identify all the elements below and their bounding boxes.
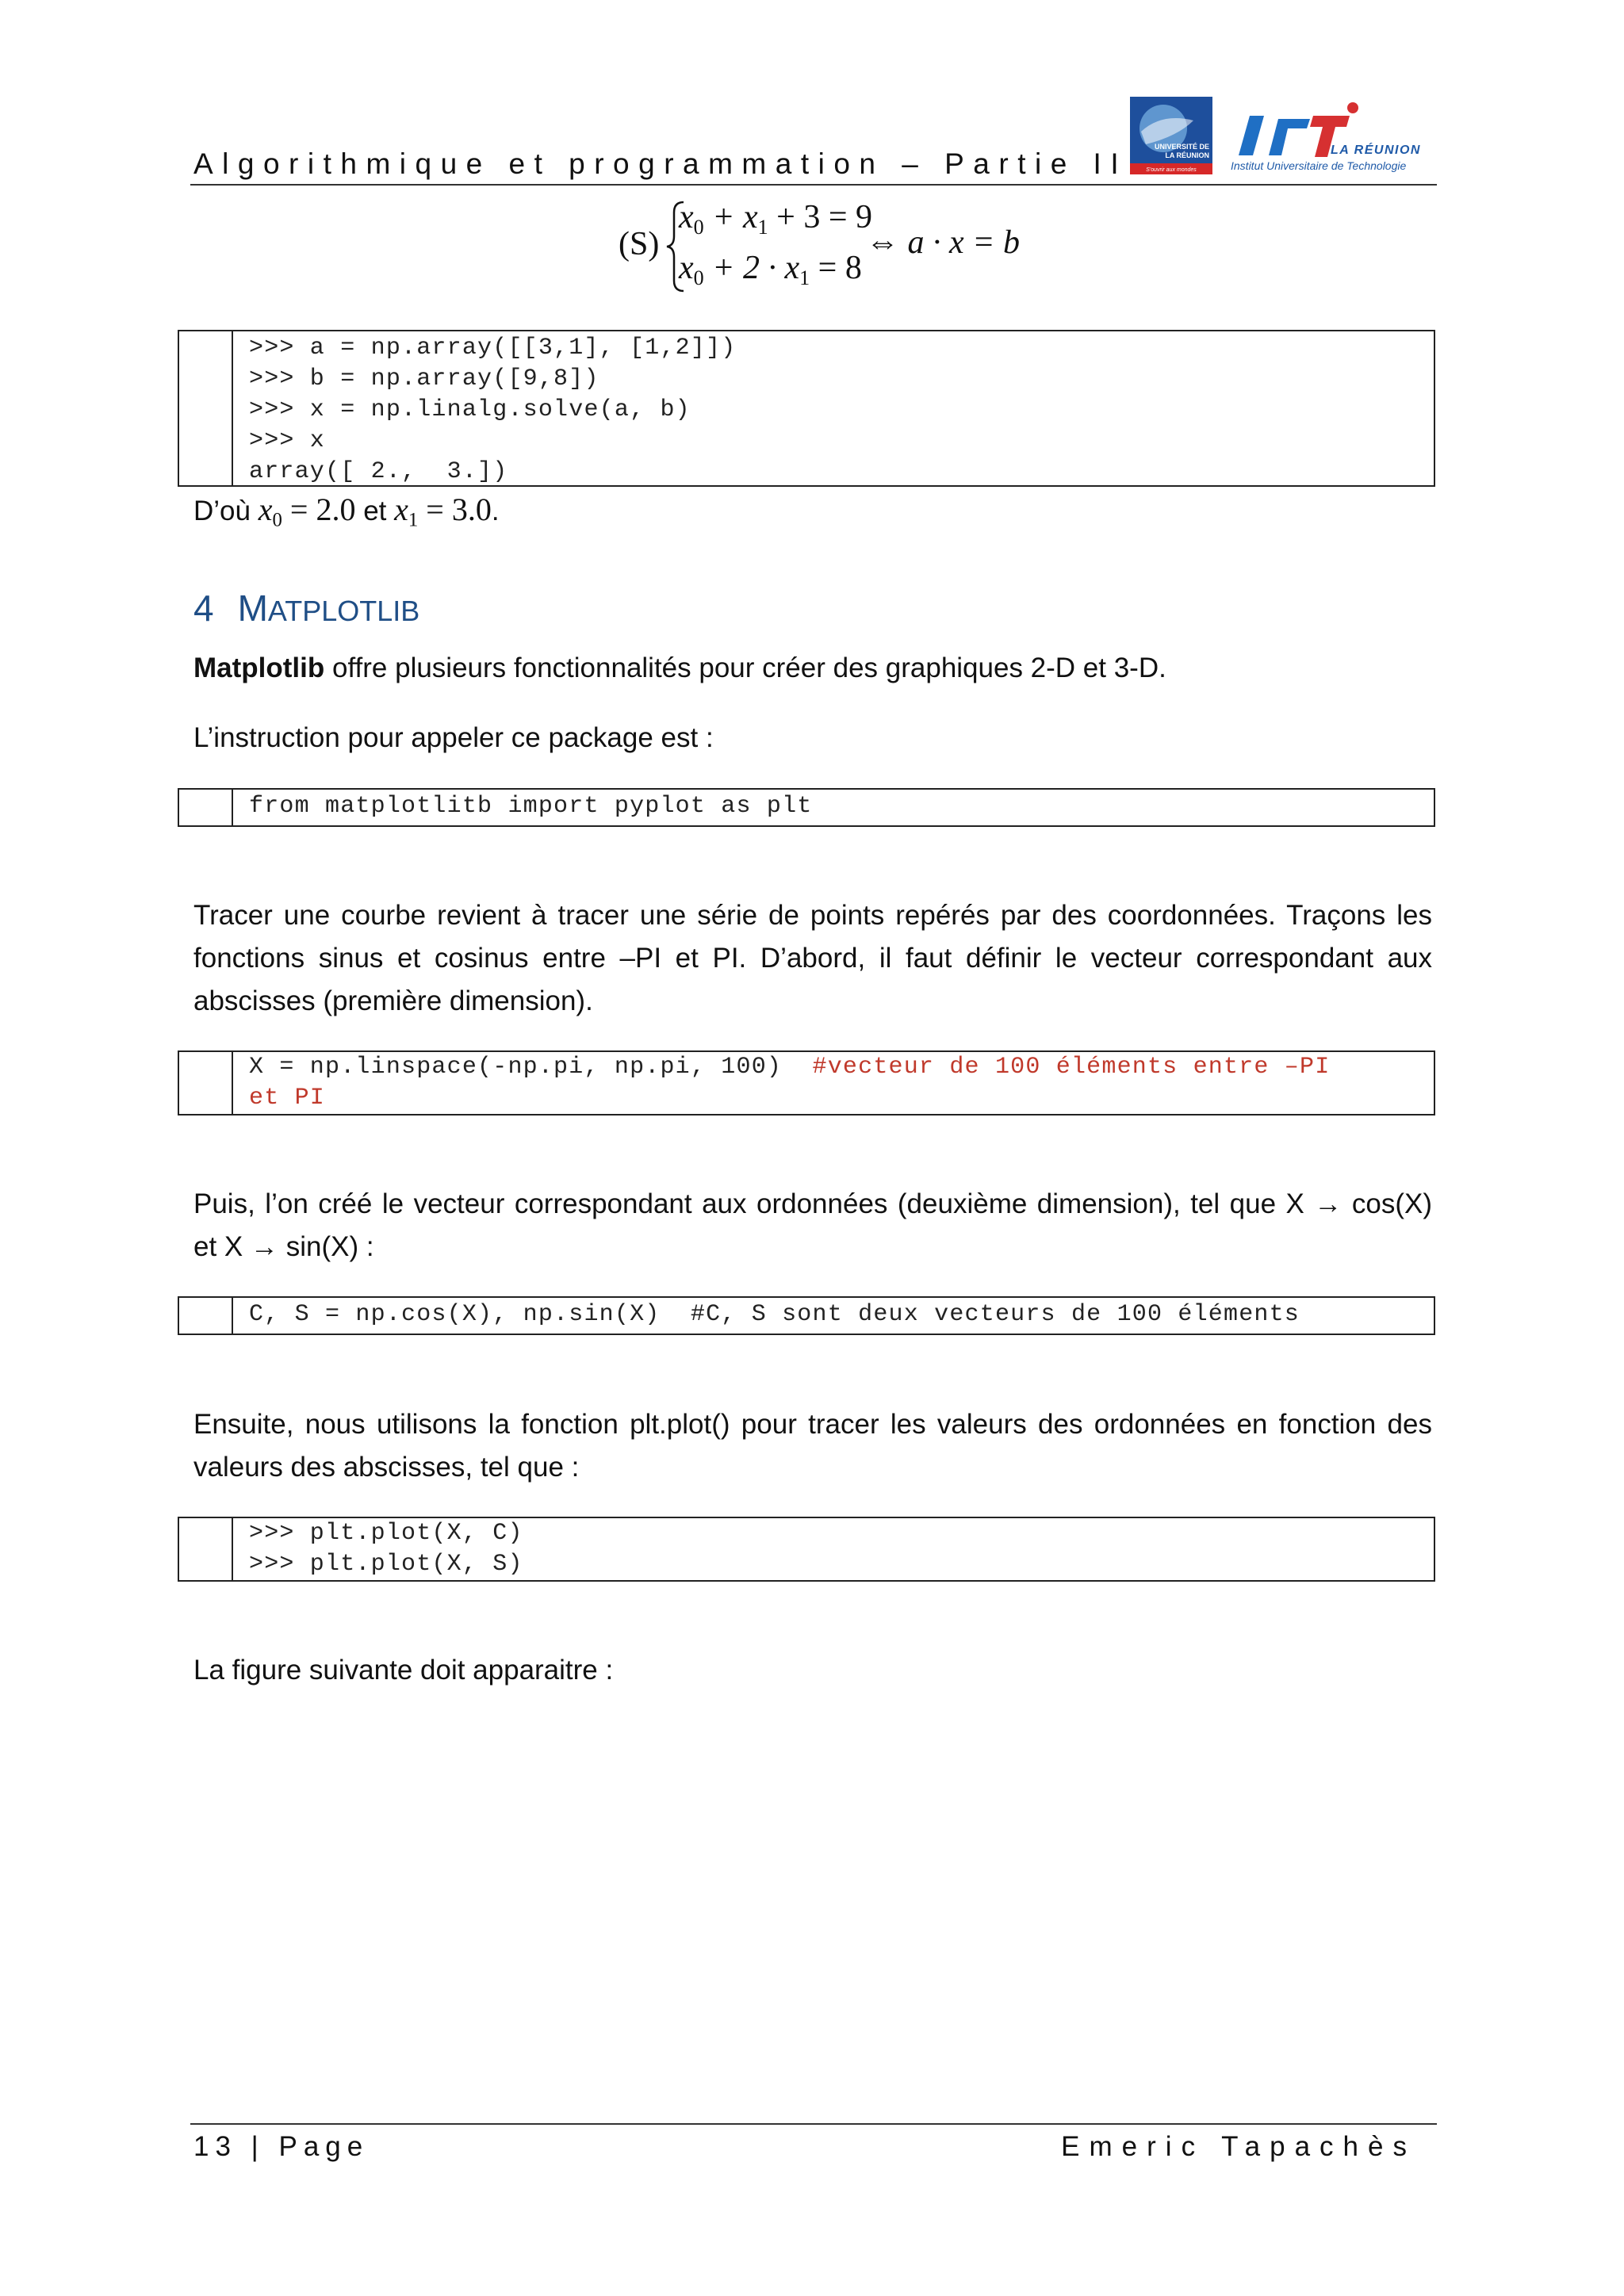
code-gutter	[179, 1298, 233, 1334]
author-name: Emeric Tapachès	[1061, 2131, 1416, 2162]
code-line: >>> x	[249, 427, 326, 454]
code-block-import	[178, 788, 1435, 827]
code-line: >>> plt.plot(X, C)	[249, 1520, 523, 1547]
paragraph-figure: La figure suivante doit apparaitre :	[193, 1655, 614, 1686]
header-title: Algorithmique et programmation – Partie II	[193, 147, 1128, 180]
footer-rule	[190, 2123, 1437, 2125]
code-block-linspace	[178, 1050, 1435, 1115]
code-block-cossin	[178, 1296, 1435, 1335]
paragraph-ordonnees: Puis, l’on créé le vecteur correspondant aux ordonnées (deuxième dimension), tel que X → cos(X) et X → sin(X) :	[193, 1188, 1432, 1262]
section-heading: 4 MATPLOTLIB	[193, 587, 420, 629]
code-line: >>> b = np.array([9,8])	[249, 365, 599, 392]
code-gutter	[179, 331, 233, 485]
paragraph-import: L’instruction pour appeler ce package est :	[193, 722, 714, 753]
equation-label: (S)	[619, 226, 660, 262]
code-line: >>> a = np.array([[3,1], [1,2]])	[249, 335, 737, 362]
code-line: from matplotlitb import pyplot as plt	[249, 793, 813, 820]
paragraph-trace: Tracer une courbe revient à tracer une série de points repérés par des coordonnées. Traçons les fonctions sinus et cosinus entre –PI et PI. D’abord, il faut définir le vecteur correspondant aux abscisses (première dimension).	[193, 900, 1432, 1016]
code-line: C, S = np.cos(X), np.sin(X) #C, S sont deux vecteurs de 100 éléments	[249, 1301, 1300, 1328]
logo-univ-line-2: LA RÉUNION	[1165, 151, 1209, 159]
result-line: D’où $x_0 = 2.0$ et $x_1 = 3.0$.	[193, 492, 500, 531]
paragraph-plot: Ensuite, nous utilisons la fonction plt.plot() pour tracer les valeurs des ordonnées en fonction des valeurs des abscisses, tel que :	[193, 1409, 1432, 1483]
code-line: array([ 2., 3.])	[249, 458, 508, 485]
code-line: et PI	[249, 1085, 326, 1112]
logo-univ-tagline: S'ouvrir aux mondes	[1146, 167, 1197, 173]
code-line: >>> x = np.linalg.solve(a, b)	[249, 396, 691, 423]
iut-logo-text: LA RÉUNION	[1331, 144, 1421, 157]
code-gutter	[179, 1052, 233, 1114]
equation-equivalence: ⇔ a · x = b	[866, 224, 1020, 261]
code-block-plot	[178, 1517, 1435, 1582]
university-logo	[1130, 97, 1212, 174]
header-rule	[190, 184, 1437, 186]
code-block-solve	[178, 330, 1435, 487]
code-gutter	[179, 1518, 233, 1580]
code-gutter	[179, 790, 233, 825]
page-number: 13 | Page	[193, 2131, 370, 2162]
equation-line-1: $x_0 + x_1 + 3 = 9$	[679, 199, 873, 239]
code-line: >>> plt.plot(X, S)	[249, 1551, 523, 1578]
paragraph-intro: Matplotlib offre plusieurs fonctionnalités pour créer des graphiques 2-D et 3-D.	[193, 652, 1166, 683]
logo-univ-line-1: UNIVERSITÉ DE	[1154, 143, 1209, 151]
code-line: X = np.linspace(-np.pi, np.pi, 100) #vecteur de 100 éléments entre –PI	[249, 1054, 1331, 1081]
iut-logo-subtitle: Institut Universitaire de Technologie	[1231, 159, 1407, 172]
equation-line-2: $x_0 + 2 \cdot x_1 = 8$	[679, 250, 862, 289]
